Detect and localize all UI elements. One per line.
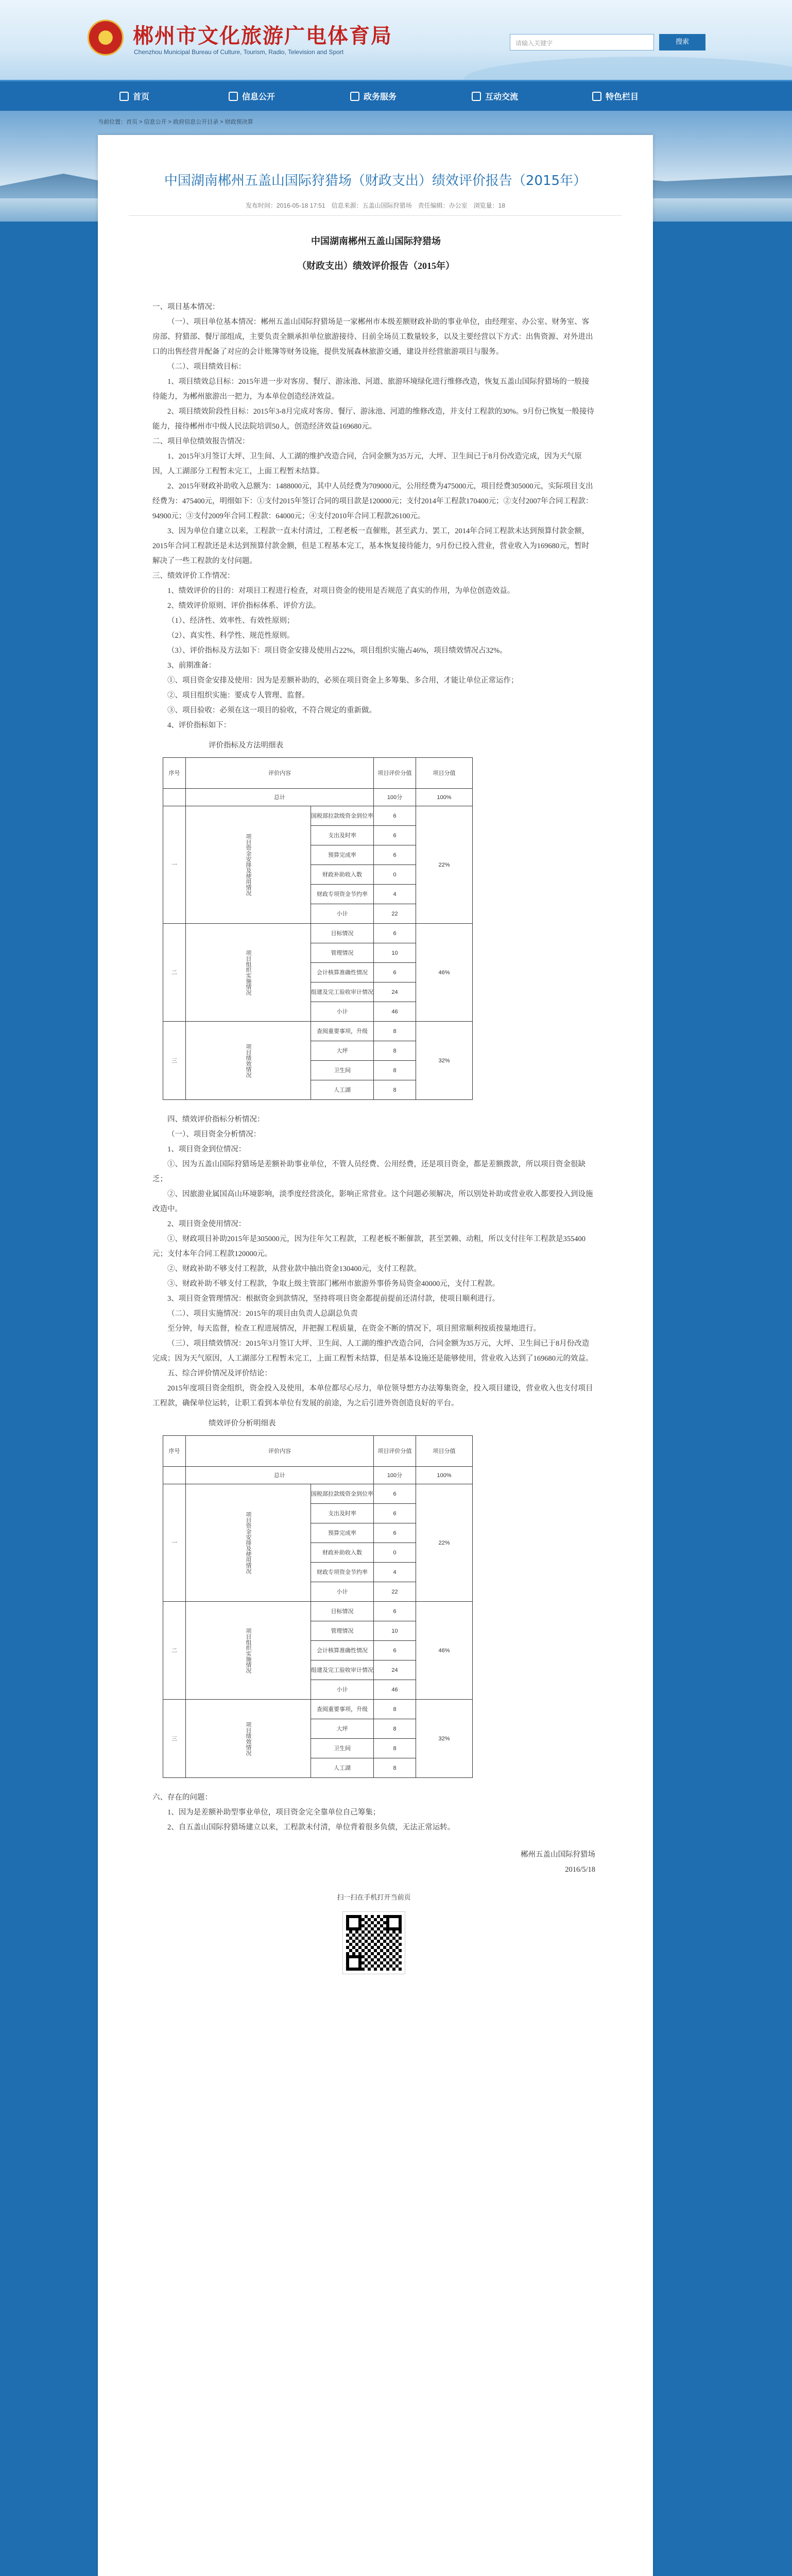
table-cell: 评价内容 [186, 1436, 374, 1467]
table-cell: 卫生间 [311, 1061, 374, 1080]
table-cell: 财政专项资金节约率 [311, 885, 374, 904]
table-cell: 小计 [311, 1680, 374, 1700]
paragraph: （一）、项目单位基本情况：郴州五盖山国际狩猎场是一家郴州市本级差额财政补助的事业单位，由经理室、办公室、财务室、客房部、狩猎部、餐厅部组成，主要负责全额承担单位旅游接待、目前全场员工数量较多，以及主要经营以下方式：出售资源、对外进出口的出售经营并配备了对应的会计账簿等财务设施，提供发展森林旅游交通，建设并经营旅游项目与服务。 [152, 318, 593, 356]
paragraph: ③、财政补助不够支付工程款，争取上级主管部门郴州市旅游外事侨务局资金40000元，支付工程款。 [167, 1280, 500, 1288]
table-cell: 小计 [311, 1002, 374, 1022]
table-cell: 小计 [311, 904, 374, 924]
nav-item-interaction[interactable] [472, 89, 518, 105]
table-cell: 6 [374, 1504, 416, 1523]
paragraph: （3）、评价指标及方法如下：项目资金安排及使用占22%，项目组织实施占46%，项目绩效情况占32%。 [167, 647, 507, 655]
spacer [152, 1835, 595, 1848]
section-a [152, 300, 595, 733]
table-cell: 人工湖 [311, 1758, 374, 1778]
paragraph: ②、项目组织实施：要成专人管理、监督。 [167, 691, 309, 700]
table-cell: 22% [416, 1484, 473, 1602]
table-cell: 三 [163, 1022, 186, 1100]
paragraph: ②、因旅游业属国高山环境影响，淡季度经营淡化，影响正常营业。这个问题必须解决，所以别处补助或营业收入都要投入到设施改造中。 [152, 1190, 593, 1213]
table-cell: 8 [374, 1080, 416, 1100]
table-cell: 46% [416, 924, 473, 1022]
table-cell: 6 [374, 845, 416, 865]
paragraph: 3、因为单位自建立以来，工程款一直未付清过，工程老板一直催账，甚至武力、罢工，2014年合同工程款未达到预算付款金额，2015年合同工程款还是未达到预算付款金额，但是工程基本完工，基本恢复接待能力，9月份已投入营业，营业收入为169680元，暂时解决了一些工程款的支付问题。 [152, 527, 590, 565]
table-cell: 财政专项资金节约率 [311, 1563, 374, 1582]
table-row [163, 924, 473, 943]
table-row [163, 1022, 473, 1041]
table-cell: 4 [374, 885, 416, 904]
search-button[interactable]: 搜索 [659, 34, 705, 50]
center-title-2: （财政支出）绩效评价报告（2015年） [297, 261, 455, 271]
site-emblem[interactable] [88, 20, 124, 56]
table-cell: 22 [374, 1582, 416, 1602]
table-cell: 6 [374, 963, 416, 982]
nav-label: 互动交流 [485, 92, 519, 101]
table-cell: 管理情况 [311, 1621, 374, 1641]
table-cell: 4 [374, 1563, 416, 1582]
search-input[interactable]: 请输入关键字 [510, 34, 654, 50]
table-cell: 项目分值 [416, 1436, 473, 1467]
table-cell: 一 [163, 806, 186, 924]
table-cell: 项目绩效情况 [186, 1700, 311, 1778]
table-cell: 会计核算准确性情况 [311, 963, 374, 982]
paragraph: 2、2015年财政补助收入总额为：1488000元，其中人员经费为709000元，公用经费为475000元，项目经费305000元，实际项目支出经费为：475400元，明细如下：①支付2015年签订合同的项目款是120000元；支付2014年工程款170400元；②支付2007年合同工程款：94900元；③支付2009年合同工程款：64000元；④支付2010年合同工程款26100元。 [152, 482, 593, 520]
nav-label: 首页 [133, 92, 150, 101]
paragraph: 2、项目绩效阶段性目标：2015年3-8月完成对客房、餐厅、游泳池、河道的维修改造，并支付工程款的30%。9月份已恢复一般接待能力，接待郴州市中级人民法院培训50人，创造经济效益169680元。 [152, 408, 594, 431]
paragraph: 2、自五盖山国际狩猎场建立以来，工程款未付清，单位背着很多负债，无法正常运转。 [167, 1823, 455, 1832]
nav-label: 政务服务 [364, 92, 397, 101]
table-cell: 22 [374, 904, 416, 924]
table2-caption: 绩效评价分析明细表 [209, 1419, 276, 1428]
nav-item-info[interactable] [229, 89, 275, 105]
table-cell: 总计 [186, 789, 374, 806]
evaluation-table [163, 1435, 473, 1778]
paragraph: 1、项目资金到位情况： [167, 1145, 246, 1154]
header-decoration [463, 57, 792, 80]
table-cell: 管理情况 [311, 943, 374, 963]
table-caption: 评价指标及方法明细表 [209, 741, 283, 750]
table-cell [163, 1467, 186, 1484]
table-row [163, 1484, 473, 1504]
table-cell: 总计 [186, 1467, 374, 1484]
paragraph: 1、绩效评价的目的：对项目工程进行检查，对项目资金的使用是否规范了真实的作用，为单位创造效益。 [167, 587, 515, 595]
table-cell: 大坪 [311, 1041, 374, 1061]
table-cell: 6 [374, 1523, 416, 1543]
spacer [152, 1778, 595, 1790]
table-cell: 100分 [374, 789, 416, 806]
table-cell: 预算完成率 [311, 845, 374, 865]
nav-item-home[interactable] [119, 89, 149, 105]
paragraph: 2、项目资金使用情况： [167, 1220, 246, 1228]
table-cell: 二 [163, 924, 186, 1022]
paragraph: 3、前期准备： [167, 662, 216, 670]
paragraph: 至分钟，每天监督，检查工程进展情况，并把握工程质量，在资金不断的情况下，项目照常顺利按质按量地进行。 [167, 1325, 541, 1333]
paragraph: 一、项目基本情况： [152, 303, 220, 311]
paragraph: 二、项目单位绩效报告情况： [152, 437, 250, 446]
table-row [163, 1700, 473, 1719]
paragraph: 2、绩效评价原则、评价指标体系、评价方法。 [167, 602, 321, 610]
evaluation-table-1 [152, 757, 595, 1100]
table-header-row [163, 1436, 473, 1467]
chat-icon [472, 92, 481, 101]
table-cell: 项目组织实施情况 [186, 924, 311, 1022]
table-cell: 项目资金安排及使用情况 [186, 1484, 311, 1602]
nav-label: 特色栏目 [606, 92, 639, 101]
table-cell: 会计核算准确性情况 [311, 1641, 374, 1660]
table-cell: 支出及时率 [311, 1504, 374, 1523]
evaluation-table [163, 757, 473, 1100]
table-cell: 查阅重要事项，升级 [311, 1700, 374, 1719]
signature-org: 郴州五盖山国际狩猎场 [521, 1851, 595, 1859]
table-cell: 大坪 [311, 1719, 374, 1739]
breadcrumb[interactable]: 当前位置：首页 > 信息公开 > 政府信息公开目录 > 财政预决算 [98, 119, 253, 125]
table-cell: 项目绩效情况 [186, 1022, 311, 1100]
evaluation-table-2 [152, 1435, 595, 1778]
signature-date: 2016/5/18 [565, 1866, 595, 1874]
paragraph: 3、项目资金管理情况：根据资金到款情况，坚持将项目资金都提前提前还清付款，使项目顺利进行。 [167, 1295, 500, 1303]
table-cell: 10 [374, 1621, 416, 1641]
table-cell: 8 [374, 1719, 416, 1739]
table-cell: 24 [374, 1660, 416, 1680]
table-cell: 国税部拉款级资金到位率 [311, 1484, 374, 1504]
table-cell: 8 [374, 1061, 416, 1080]
table-cell: 项目评价分值 [374, 1436, 416, 1467]
paragraph: （三）、项目绩效情况：2015年3月签订大坪、卫生间、人工湖的维护改造合同，合同金额为35万元，大坪、卫生间已于8月份改造完成；因为天气原因，人工湖部分工程暂未完工，上面工程暂未结算，但是基本设施还是能够使用，营业收入达到了169680元的效益。 [152, 1340, 593, 1363]
site-title[interactable]: 郴州市文化旅游广电体育局 [133, 24, 392, 48]
info-icon [229, 92, 238, 101]
table-cell: 10 [374, 943, 416, 963]
table-cell: 查阅重要事项，升级 [311, 1022, 374, 1041]
table-cell: 46 [374, 1002, 416, 1022]
table-cell: 组建及完工验收审计情况 [311, 982, 374, 1002]
table-cell: 8 [374, 1739, 416, 1758]
article-title: 中国湖南郴州五盖山国际狩猎场（财政支出）绩效评价报告（2015年） [164, 173, 587, 189]
table-total-row [163, 1467, 473, 1484]
table-cell: 目标情况 [311, 924, 374, 943]
table-cell: 46% [416, 1602, 473, 1700]
table-cell: 一 [163, 1484, 186, 1602]
home-icon [119, 92, 129, 101]
paragraph: （1）、经济性、效率性、有效性原则； [167, 617, 295, 625]
table-cell: 财政补助收入数 [311, 865, 374, 885]
paragraph: ①、财政项目补助2015年是305000元，因为往年欠工程款，工程老板不断催款，甚至罢赖、动粗，所以支付往年工程款是355400元；支付本年合同工程款120000元。 [152, 1235, 586, 1258]
table-cell: 卫生间 [311, 1739, 374, 1758]
paragraph: ①、因为五盖山国际狩猎场是差额补助事业单位，不管人员经费、公用经费，还是项目资金，都是差额拨款，所以项目资金很缺乏； [152, 1160, 586, 1183]
table-cell: 6 [374, 1641, 416, 1660]
paragraph: （二）、项目绩效目标： [167, 363, 246, 371]
divider [129, 215, 622, 216]
table-cell [163, 789, 186, 806]
table-cell: 0 [374, 1543, 416, 1563]
paragraph: ③、项目验收：必须在这一项目的验收，不符合规定的重新做。 [167, 706, 376, 715]
paragraph: 三、绩效评价工作情况： [152, 572, 235, 580]
table-cell: 评价内容 [186, 758, 374, 789]
table-row [163, 806, 473, 826]
article-body [152, 300, 595, 1974]
table-cell: 32% [416, 1700, 473, 1778]
paragraph: 1、因为是差额补助型事业单位，项目资金完全靠单位自己筹集； [167, 1808, 381, 1817]
nav-item-special[interactable] [592, 89, 639, 105]
table-cell: 22% [416, 806, 473, 924]
table-cell: 支出及时率 [311, 826, 374, 845]
table-cell: 财政补助收入数 [311, 1543, 374, 1563]
table-header-row [163, 758, 473, 789]
nav-item-service[interactable] [350, 89, 397, 105]
paragraph: ②、财政补助不够支付工程款，从营业款中抽出资金130400元，支付工程款。 [167, 1265, 421, 1273]
paragraph: （二）、项目实施情况：2015年的项目由负责人总副总负责 [167, 1310, 358, 1318]
site-subtitle: Chenzhou Municipal Bureau of Culture, Tourism, Radio, Television and Sport [134, 48, 344, 56]
table-cell: 100% [416, 789, 473, 806]
table-cell: 小计 [311, 1582, 374, 1602]
table-cell: 8 [374, 1041, 416, 1061]
paragraph: 四、绩效评价指标分析情况： [167, 1115, 265, 1124]
table-cell: 6 [374, 1602, 416, 1621]
table-cell: 预算完成率 [311, 1523, 374, 1543]
paragraph: 五、综合评价情况及评价结论： [167, 1369, 272, 1378]
table-cell: 组建及完工验收审计情况 [311, 1660, 374, 1680]
table-cell: 0 [374, 865, 416, 885]
table-cell: 二 [163, 1602, 186, 1700]
table-cell: 8 [374, 1700, 416, 1719]
table-cell: 8 [374, 1758, 416, 1778]
spacer [152, 1100, 595, 1112]
paragraph: 2015年度项目资金组织，资金投入及使用，本单位都尽心尽力，单位领导想方办法筹集资金，投入项目建设，营业收入也支付项目工程款，确保单位运转，让职工看到本单位有发展的前途，为之后引进外资创造良好的平台。 [152, 1384, 593, 1408]
table-cell: 国税部拉款级资金到位率 [311, 806, 374, 826]
table-cell: 项目评价分值 [374, 758, 416, 789]
paragraph: 六、存在的问题： [152, 1793, 212, 1802]
page-qr-code [343, 1912, 405, 1974]
table-cell: 序号 [163, 1436, 186, 1467]
table-total-row [163, 789, 473, 806]
article-card [98, 135, 653, 2576]
table-cell: 8 [374, 1022, 416, 1041]
paragraph: ①、项目资金安排及使用：因为是差额补助的，必须在项目资金上多筹集、多合用，才能让单位正常运作； [167, 676, 519, 685]
section-c [152, 1790, 595, 1835]
paragraph: 1、2015年3月签订大坪、卫生间、人工湖的维护改造合同，合同金额为35万元，大坪、卫生间已于8月份改造完成，因为天气原因，人工湖部分工程暂未完工，上面工程暂未结算。 [152, 452, 582, 476]
nav-label: 信息公开 [242, 92, 276, 101]
table-cell: 32% [416, 1022, 473, 1100]
main-nav [0, 80, 792, 111]
paragraph: 1、项目绩效总目标：2015年进一步对客房、餐厅、游泳池、河道、旅游环境绿化进行维修改造，恢复五盖山国际狩猎场的一般接待能力，为郴州旅游出一把力，为本单位创造经济效益。 [152, 378, 590, 401]
service-icon [350, 92, 359, 101]
table-cell: 三 [163, 1700, 186, 1778]
paragraph: （2）、真实性、科学性、规范性原则。 [167, 632, 295, 640]
qr-caption: 扫一扫在手机打开当前页 [337, 1893, 411, 1901]
header [0, 0, 792, 80]
paragraph: （一）、项目资金分析情况： [167, 1130, 261, 1139]
table-cell: 46 [374, 1680, 416, 1700]
table-row [163, 1602, 473, 1621]
table-cell: 项目组织实施情况 [186, 1602, 311, 1700]
table-cell: 序号 [163, 758, 186, 789]
table-cell: 项目分值 [416, 758, 473, 789]
star-icon [592, 92, 601, 101]
table-cell: 项目资金安排及使用情况 [186, 806, 311, 924]
table-cell: 100分 [374, 1467, 416, 1484]
paragraph: 4、评价指标如下： [167, 721, 231, 730]
spacer [152, 1877, 595, 1890]
center-title-1: 中国湖南郴州五盖山国际狩猎场 [311, 236, 441, 246]
table-cell: 6 [374, 1484, 416, 1504]
table-cell: 人工湖 [311, 1080, 374, 1100]
table-cell: 目标情况 [311, 1602, 374, 1621]
table-cell: 100% [416, 1467, 473, 1484]
table-cell: 6 [374, 806, 416, 826]
section-b [152, 1112, 595, 1411]
table-cell: 6 [374, 826, 416, 845]
table-cell: 24 [374, 982, 416, 1002]
article-meta: 发布时间：2016-05-18 17:51 信息来源：五盖山国际狩猎场 责任编辑：办公室 浏览量：18 [245, 202, 506, 209]
table-cell: 6 [374, 924, 416, 943]
